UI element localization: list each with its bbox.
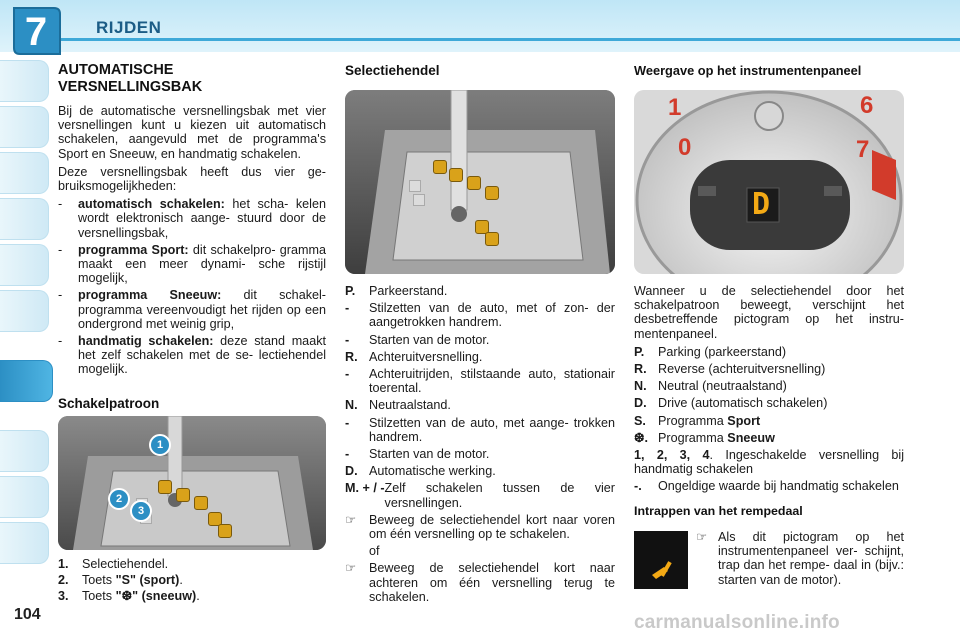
paragraph: Wanneer u de selectiehendel door het schakelpatroon beweegt, verschijnt het desbetreffende pictogram op het instru- mentenpaneel. bbox=[634, 284, 904, 341]
header-rule bbox=[60, 38, 960, 41]
definition-row: ❆. Programma Sneeuw bbox=[634, 430, 775, 445]
chapter-number: 7 bbox=[24, 10, 48, 54]
gear-display: D bbox=[752, 187, 771, 222]
definition-row: - Stilzetten van de auto, met aange- trokken handrem. bbox=[345, 415, 615, 444]
list-item: - handmatig schakelen: deze stand maakt het zelf schakelen met de se- lectiehendel mogelijk. bbox=[58, 334, 326, 377]
chapter-tab[interactable] bbox=[0, 476, 49, 518]
page-number: 104 bbox=[14, 606, 41, 623]
definition-row: N. Neutraalstand. bbox=[345, 398, 451, 413]
chapter-tab-active[interactable] bbox=[0, 360, 53, 402]
chapter-tab[interactable] bbox=[0, 198, 49, 240]
brake-foot-icon bbox=[634, 531, 688, 589]
hand-pointer-icon: ☞ bbox=[345, 512, 357, 527]
tip-row: ☞ Beweeg de selectiehendel kort naar voren om één versnelling op te schakelen. bbox=[345, 512, 615, 542]
gauge-label: 6 bbox=[860, 92, 874, 119]
brake-pedal-pictogram bbox=[634, 531, 688, 589]
hand-pointer-icon: ☞ bbox=[696, 530, 708, 544]
definition-row: P. Parkeerstand. bbox=[345, 284, 448, 298]
definition-row-invalid: -. Ongeldige waarde bij handmatig schakelen bbox=[634, 479, 899, 494]
section-subtitle: Schakelpatroon bbox=[58, 395, 160, 411]
definition-row: R. Reverse (achteruitversnelling) bbox=[634, 362, 826, 377]
tip-row: of bbox=[369, 544, 380, 559]
column-instrument-display bbox=[634, 284, 904, 518]
callout-3: 3 bbox=[130, 500, 152, 522]
list-item: - automatisch schakelen: het scha- kelen wordt elektronisch aange- stuurd door de versnellingsbak, bbox=[58, 197, 326, 240]
brake-tip: ☞ Als dit pictogram op het instrumentenpaneel ver- schijnt, trap dan het rempe- daal in (bijv.: starten van de motor). bbox=[696, 530, 904, 587]
chapter-tab[interactable] bbox=[0, 522, 49, 564]
column-automatic-gearbox bbox=[58, 62, 326, 411]
captions bbox=[58, 556, 326, 604]
definition-row-manual: M. + / - Zelf schakelen tussen de vier versnellingen. bbox=[345, 481, 615, 510]
chapter-tab[interactable] bbox=[0, 244, 49, 286]
list-item: - programma Sneeuw: dit schakel- programma vereenvoudigt het rijden op een ondergrond met weinig grip, bbox=[58, 288, 326, 331]
definition-row-gears: 1, 2, 3, 4. Ingeschakelde versnelling bij handmatig schakelen bbox=[634, 448, 904, 477]
chapter-tab[interactable] bbox=[0, 60, 49, 102]
definition-row: - Achteruitrijden, stilstaande auto, stationair toerental. bbox=[345, 367, 615, 396]
callout-2: 2 bbox=[108, 488, 130, 510]
hand-pointer-icon: ☞ bbox=[345, 561, 357, 576]
list-item: - programma Sport: dit schakelpro- gramma maakt een meer dynami- sche rijstijl mogelijk, bbox=[58, 242, 326, 286]
definition-row: N. Neutral (neutraalstand) bbox=[634, 379, 787, 394]
gear-pattern-photo bbox=[58, 416, 326, 550]
definition-row: D. Automatische werking. bbox=[345, 464, 496, 479]
paragraph: Bij de automatische versnellingsbak met vier versnellingen kunt u kiezen uit automatisch schakelen, aangevuld met de programma's Sport en Sneeuw, en handmatig schakelen. bbox=[58, 104, 326, 161]
definition-row: - Starten van de motor. bbox=[345, 332, 490, 347]
caption-3: 3. Toets "❆" (sneeuw). bbox=[58, 589, 200, 603]
callout-1: 1 bbox=[149, 434, 171, 456]
definition-row: S. Programma Sport bbox=[634, 413, 761, 428]
chapter-title: RIJDEN bbox=[96, 18, 162, 37]
definition-row: R. Achteruitversnelling. bbox=[345, 349, 483, 364]
section-title: Selectiehendel bbox=[345, 63, 440, 78]
watermark: carmanualsonline.info bbox=[634, 612, 840, 633]
chapter-tab[interactable] bbox=[0, 106, 49, 148]
gauge-label: 7 bbox=[856, 136, 870, 163]
caption-1: 1. Selectiehendel. bbox=[58, 557, 169, 571]
tip-row: ☞ Beweeg de selectiehendel kort naar achteren om één versnelling terug te schakelen. bbox=[345, 561, 615, 604]
gauge-label: 1 bbox=[668, 94, 682, 121]
chapter-tab[interactable] bbox=[0, 290, 49, 332]
definition-row: - Stilzetten van de auto, met of zon- der aangetrokken handrem. bbox=[345, 301, 615, 330]
selector-lever-photo bbox=[345, 90, 615, 274]
section-title: Weergave op het instrumentenpaneel bbox=[634, 63, 862, 78]
definition-row: D. Drive (automatisch schakelen) bbox=[634, 396, 828, 411]
gauge-label: 0 bbox=[678, 134, 692, 161]
chapter-tab[interactable] bbox=[0, 430, 49, 472]
definition-row: P. Parking (parkeerstand) bbox=[634, 344, 787, 359]
chapter-tab[interactable] bbox=[0, 152, 49, 194]
definition-row: - Starten van de motor. bbox=[345, 447, 490, 462]
section-subtitle: Intrappen van het rempedaal bbox=[634, 503, 803, 518]
paragraph: Deze versnellingsbak heeft dus vier ge- bruiksmogelijkheden: bbox=[58, 164, 326, 194]
instrument-panel-photo bbox=[634, 90, 904, 274]
column-selector-lever bbox=[345, 284, 615, 607]
caption-2: 2. Toets "S" (sport). bbox=[58, 573, 183, 587]
chapter-tabs bbox=[0, 60, 54, 580]
section-title: AUTOMATISCHE VERSNELLINGSBAK bbox=[58, 62, 203, 95]
